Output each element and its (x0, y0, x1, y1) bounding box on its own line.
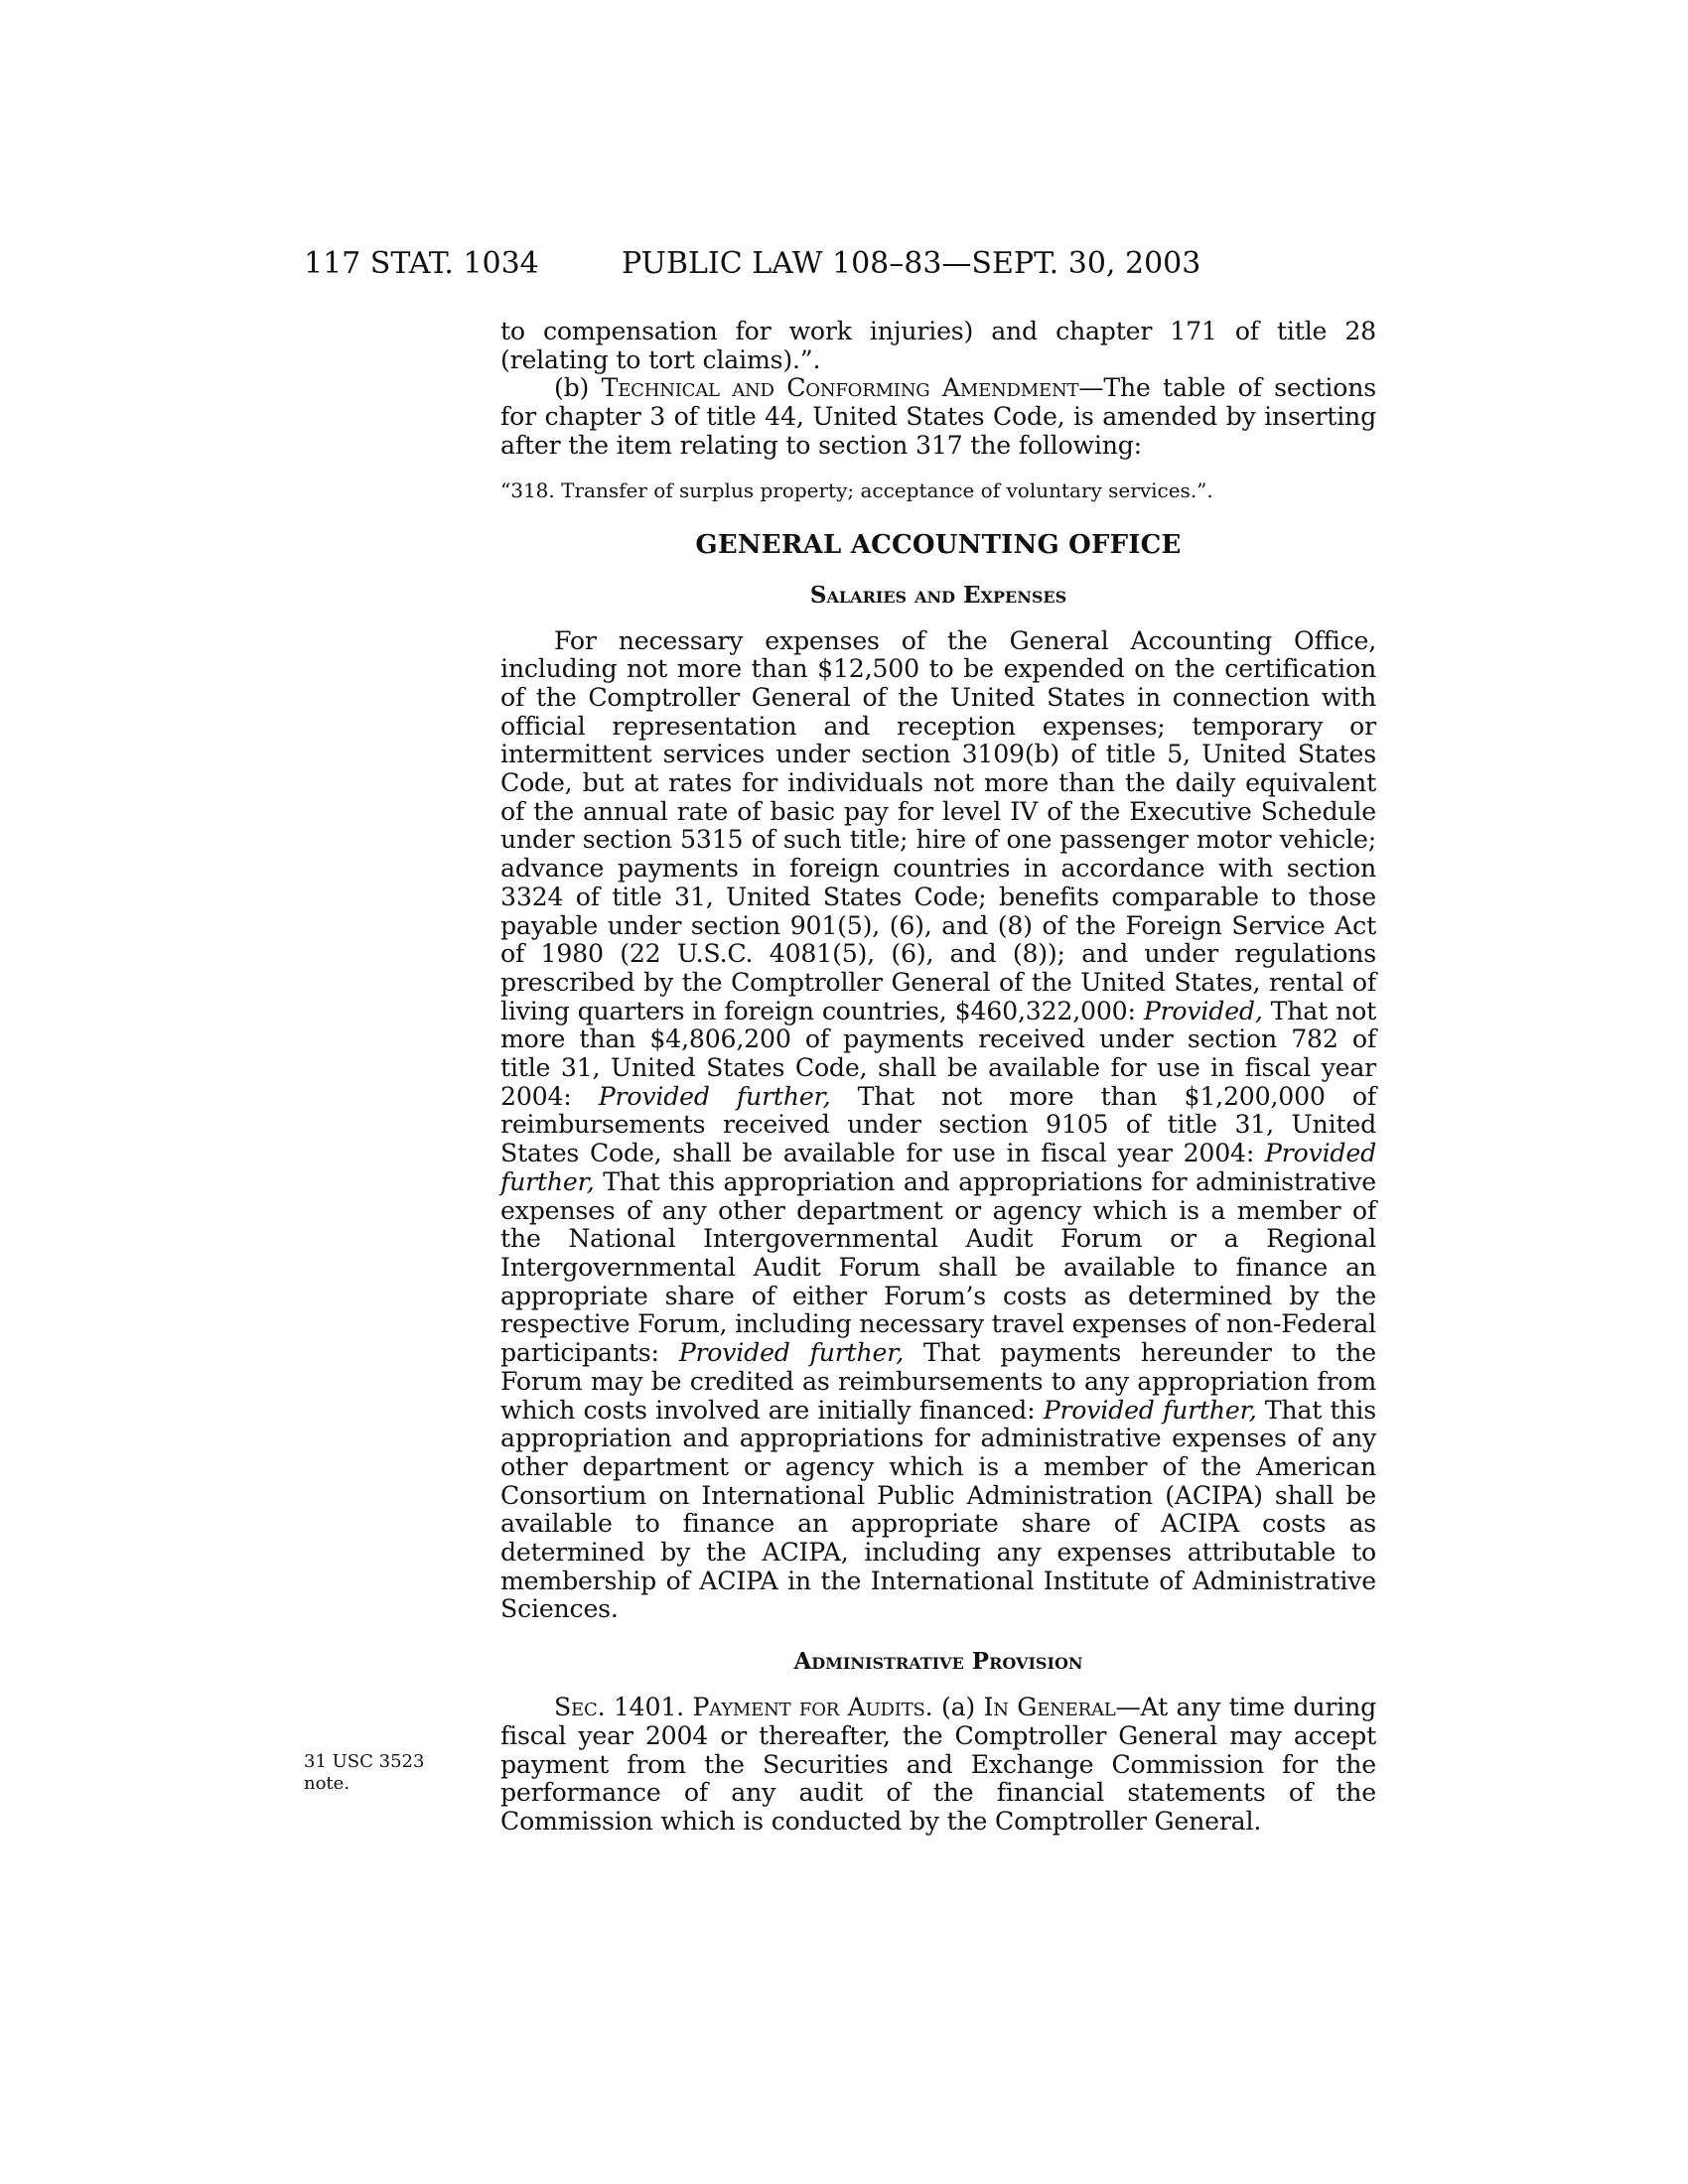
administrative-provision-heading: Administrative Provision (793, 1648, 1083, 1676)
body-column (500, 318, 1376, 1837)
salaries-text-3: That not more than $1,200,000 of reimbursements received under section 9105 of title 31, United States Code, shall be available for use in fiscal year 2004: (500, 1081, 1376, 1168)
page-header (304, 246, 1376, 286)
salaries-text-5: That payments hereunder to the Forum may be credited as reimbursements to any appropriation from which costs involved are initially financed: (500, 1338, 1377, 1425)
public-law-title: PUBLIC LAW 108–83—SEPT. 30, 2003 (622, 246, 1201, 281)
continuation-text: to compensation for work injuries) and chapter 171 of title 28 (relating to tort claims).”. (500, 317, 1376, 374)
stat-reference: 117 STAT. 1034 (304, 246, 539, 281)
section-title: Payment for Audits. (692, 1693, 933, 1722)
proviso-5: Provided further, (1043, 1395, 1257, 1425)
proviso-2: Provided further, (598, 1081, 831, 1111)
section-1401-text: —At any time during fiscal year 2004 or thereafter, the Comptroller General may accept payment from the Securities and Exchange Commission for the performance of any audit of the financial statements of the Commission which is conducted by the Comptroller General. (500, 1693, 1377, 1836)
margin-note: 31 USC 3523 note. (304, 1751, 425, 1794)
salaries-text-2: That not more than $4,806,200 of payments received under section 782 of title 31, United States Code, shall be available for use in fiscal year 2004: (500, 996, 1376, 1111)
amendment-b-label: (b) (554, 373, 590, 403)
salaries-text-1: For necessary expenses of the General Accounting Office, including not more than $12,500 to be expended on the certification of the Comptroller General of the United States in connection with official representation and reception expenses; temporary or intermittent services under section 3109(b) of title 5, United States Code, but at rates for individuals not more than the daily equivalent of the annual rate of basic pay for level IV of the Executive Schedule under section 5315 of such title; hire of one passenger motor vehicle; advance payments in foreign countries in accordance with section 3324 of title 31, United States Code; benefits comparable to those payable under section 901(5), (6), and (8) of the Foreign Service Act of 1980 (22 U.S.C. 4081(5), (6), and (8)); and under regulations prescribed by the Comptroller General of the United States, rental of living quarters in foreign countries, $460,322,000: (500, 625, 1376, 1025)
salaries-subheading: Salaries and Expenses (809, 581, 1067, 609)
table-item-text: “318. Transfer of surplus property; acceptance of voluntary services.”. (500, 478, 1213, 502)
proviso-3: Provided further, (500, 1139, 1376, 1196)
table-of-sections-item (500, 478, 1376, 502)
subsection-heading: In General (983, 1693, 1116, 1722)
proviso-1: Provided, (1143, 996, 1263, 1025)
section-label: Sec. 1401. (554, 1693, 684, 1722)
amendment-b-heading: Technical and Conforming Amendment (601, 373, 1079, 403)
salaries-text-6: That this appropriation and appropriations for administrative expenses of any other department or agency which is a member of the American Consortium on International Public Administration (ACIPA) shall be available to finance an appropriate share of ACIPA costs as determined by the ACIPA, including any expenses attributable to membership of ACIPA in the International Institute of Administrative Sciences. (500, 1395, 1377, 1624)
proviso-4: Provided further, (678, 1338, 905, 1368)
salaries-text-4: That this appropriation and appropriations for administrative expenses of any other department or agency which is a member of the National Intergovernmental Audit Forum or a Regional Intergovernmental Audit Forum shall be available to finance an appropriate share of either Forum’s costs as determined by the respective Forum, including necessary travel expenses of non-Federal participants: (500, 1166, 1376, 1368)
amendment-b-paragraph (500, 374, 1376, 460)
section-heading: GENERAL ACCOUNTING OFFICE (695, 529, 1182, 560)
continuation-paragraph (500, 318, 1376, 374)
subsection-label: (a) (940, 1693, 976, 1722)
salaries-paragraph (500, 627, 1376, 1625)
section-1401-paragraph (500, 1694, 1376, 1837)
amendment-b-text: —The table of sections for chapter 3 of title 44, United States Code, is amended by inserting after the item relating to section 317 the following: (500, 373, 1377, 460)
